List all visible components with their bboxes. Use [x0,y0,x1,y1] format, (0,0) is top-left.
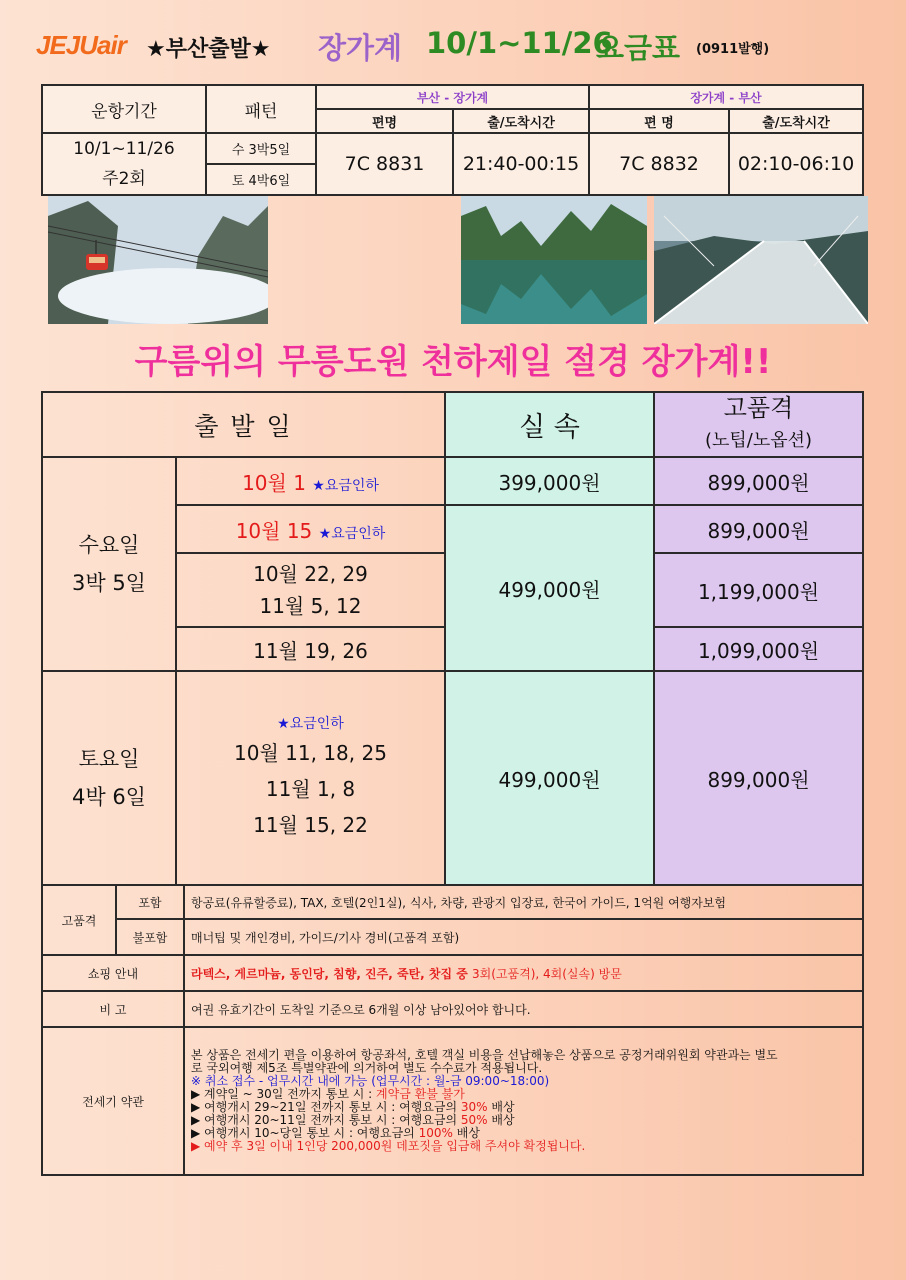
sat-note: ★요금인하 [277,716,344,732]
wed-date-3a: 10월 22, 29 [253,562,368,586]
terms-line-7c: 배상 [452,1126,480,1140]
sat-label-cell [42,671,176,885]
wed-date-3 [176,553,445,627]
departure-title: ★부산출발★ [146,37,271,62]
wed-date-3b: 11월 5, 12 [259,594,362,618]
terms-line-3: ※ 취소 접수 - 업무시간 내에 가능 (업무시간 : 월-금 09:00~18:00) [191,1074,550,1088]
wed-real-2: 499,000원 [445,505,654,671]
wed-date-2 [176,505,445,553]
period-value: 10/1~11/26 [73,139,175,159]
terms-line-5a: ▶ 여행개시 29~21일 전까지 통보 시 : 여행요금의 [191,1100,461,1114]
col-time-back-header: 출/도착시간 [729,109,863,133]
sat-real: 499,000원 [445,671,654,885]
include-text: 항공료(유류할증료), TAX, 호텔(2인1실), 식사, 차량, 관광지 입장료, 한국어 가이드, 1억원 여행자보험 [184,885,863,919]
wed-nights: 3박 5일 [72,571,146,595]
wed-date-2-text: 10월 15 [235,518,313,543]
col-period-header: 운항기간 [42,85,206,133]
th-premium [654,392,863,457]
destination-title: 장가계 [318,31,403,65]
terms-line-5b: 30% [460,1100,488,1114]
wed-real-1: 399,000원 [445,457,654,505]
terms-line-6a: ▶ 여행개시 20~11일 전까지 통보 시 : 여행요금의 [191,1113,461,1127]
jejuair-logo [36,30,126,61]
wed-day: 수요일 [78,533,140,557]
logo-suffix: air [97,30,126,60]
photo-strip [48,196,868,324]
pattern-wed: 수 3박5일 [206,133,316,164]
th-real: 실 속 [445,392,654,457]
exclude-text: 매너팁 및 개인경비, 가이드/기사 경비(고품격 포함) [184,919,863,955]
shopping-label: 쇼핑 안내 [42,955,184,991]
terms-line-8: ▶ 예약 후 3일 이내 1인당 200,000원 데포짓을 입금해 주셔야 확정됩니다. [191,1139,586,1153]
sat-nights: 4박 6일 [72,785,146,809]
terms-line-4a: ▶ 계약일 ~ 30일 전까지 통보 시 : [191,1087,377,1101]
wed-prem-1: 899,000원 [654,457,863,505]
terms-line-4b: 계약금 환불 불가 [376,1087,465,1101]
terms-label: 전세기 약관 [42,1027,184,1175]
wed-date-4: 11월 19, 26 [176,627,445,671]
shopping-cell [184,955,863,991]
col-flight-header: 편명 [316,109,453,133]
remark-label: 비 고 [42,991,184,1027]
wed-date-1-note: ★요금인하 [312,477,379,494]
terms-line-7b: 100% [418,1126,453,1140]
sat-date-3: 11월 15, 22 [253,813,368,837]
sat-date-2: 11월 1, 8 [265,777,356,801]
wed-prem-3: 1,199,000원 [654,553,863,627]
th-premium-sub: (노팁/노옵션) [704,430,813,451]
price-table [41,391,864,886]
remark-text: 여권 유효기간이 도착일 기준으로 6개월 이상 남아있어야 합니다. [184,991,863,1027]
col-pattern-header: 패턴 [206,85,316,133]
shopping-visits: 3회(고품격), 4회(실속) 방문 [472,966,622,981]
pattern-sat: 토 4박6일 [206,164,316,195]
route-out-header: 부산 - 장가계 [316,85,589,109]
issue-note: (0911발행) [696,42,770,57]
wed-date-2-note: ★요금인하 [318,525,386,542]
wed-label-cell [42,457,176,671]
frequency-value: 주2회 [102,169,146,189]
time-back: 02:10-06:10 [729,133,863,195]
cable-car-photo [48,196,268,324]
terms-cell [184,1027,863,1175]
sat-prem: 899,000원 [654,671,863,885]
premium-label: 고품격 [42,885,116,955]
flight-out: 7C 8831 [316,133,453,195]
terms-line-7a: ▶ 여행개시 10~당일 통보 시 : 여행요금의 [191,1126,419,1140]
flight-schedule-table [41,84,864,196]
shopping-items: 라텍스, 게르마늄, 동인당, 침향, 진주, 죽탄, 찻집 중 [191,966,473,981]
wed-date-1-text: 10월 1 [242,470,306,495]
col-flight-back-header: 편 명 [589,109,729,133]
info-table [41,884,864,1176]
include-label: 포함 [116,885,184,919]
flight-back: 7C 8832 [589,133,729,195]
terms-line-2: 로 국외여행 제5조 특별약관에 의거하여 별도 수수료가 적용됩니다. [191,1061,543,1075]
exclude-label: 불포함 [116,919,184,955]
wed-date-1 [176,457,445,505]
wed-prem-2: 899,000원 [654,505,863,553]
terms-line-6c: 배상 [487,1113,515,1127]
terms-line-6b: 50% [460,1113,488,1127]
logo-text: JEJU [36,30,98,60]
sat-dates [176,671,445,885]
glass-bridge-photo [654,196,868,324]
col-time-header: 출/도착시간 [453,109,589,133]
doc-kind-title: 요금표 [596,31,681,65]
period-title: 10/1~11/26 [426,26,613,60]
sat-day: 토요일 [78,747,140,771]
lake-reflection-photo [461,196,647,324]
th-departure: 출 발 일 [42,392,445,457]
sat-date-1: 10월 11, 18, 25 [234,741,387,765]
slogan: 구름위의 무릉도원 천하제일 절경 장가계!! [134,342,772,382]
th-premium-title: 고품격 [723,394,794,422]
terms-line-5c: 배상 [487,1100,515,1114]
period-cell [42,133,206,195]
terms-line-1: 본 상품은 전세기 편을 이용하여 항공좌석, 호텔 객실 비용을 선납해놓은 상품으로 공정거래위원회 약관과는 별도 [191,1048,778,1062]
route-back-header: 장가계 - 부산 [589,85,863,109]
header [36,20,876,70]
wed-prem-4: 1,099,000원 [654,627,863,671]
time-out: 21:40-00:15 [453,133,589,195]
